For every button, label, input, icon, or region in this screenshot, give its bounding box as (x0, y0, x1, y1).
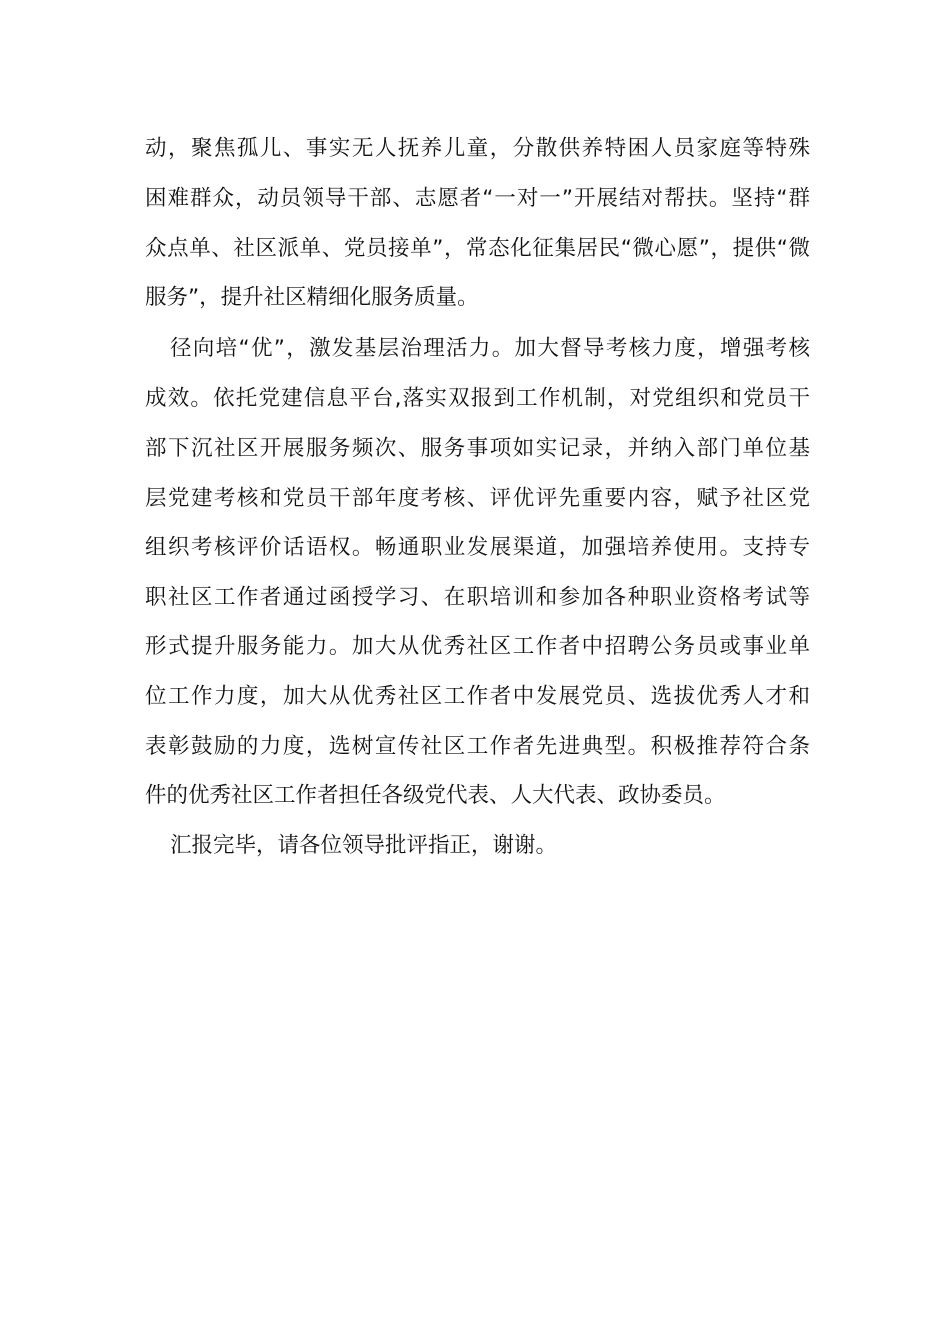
closing-line: 汇报完毕，请各位领导批评指正，谢谢。 (170, 833, 558, 858)
text-line: 部下沉社区开展服务频次、服务事项如实记录，并纳入部门单位基 (145, 436, 810, 461)
text-line: 成效。依托党建信息平台,落实双报到工作机制，对党组织和党员干 (145, 386, 810, 411)
text-line: 众点单、社区派单、党员接单”，常态化征集居民“微心愿”，提供“微 (145, 236, 810, 261)
text-line: 径向培“优”，激发基层治理活力。加大督导考核力度，增强考核 (170, 336, 810, 361)
text-line: 件的优秀社区工作者担任各级党代表、人大代表、政协委员。 (145, 783, 726, 808)
text-line: 困难群众，动员领导干部、志愿者“一对一”开展结对帮扶。坚持“群 (145, 186, 810, 211)
text-line: 服务”，提升社区精细化服务质量。 (145, 285, 479, 310)
text-line: 表彰鼓励的力度，选树宣传社区工作者先进典型。积极推荐符合条 (145, 734, 810, 759)
text-line: 层党建考核和党员干部年度考核、评优评先重要内容，赋予社区党 (145, 486, 810, 511)
text-line: 组织考核评价话语权。畅通职业发展渠道，加强培养使用。支持专 (145, 535, 810, 560)
text-line: 位工作力度，加大从优秀社区工作者中发展党员、选拔优秀人才和 (145, 684, 810, 709)
text-line: 形式提升服务能力。加大从优秀社区工作者中招聘公务员或事业单 (145, 634, 810, 659)
text-line: 职社区工作者通过函授学习、在职培训和参加各种职业资格考试等 (145, 585, 810, 610)
text-line: 动，聚焦孤儿、事实无人抚养儿童，分散供养特困人员家庭等特殊 (145, 136, 810, 161)
